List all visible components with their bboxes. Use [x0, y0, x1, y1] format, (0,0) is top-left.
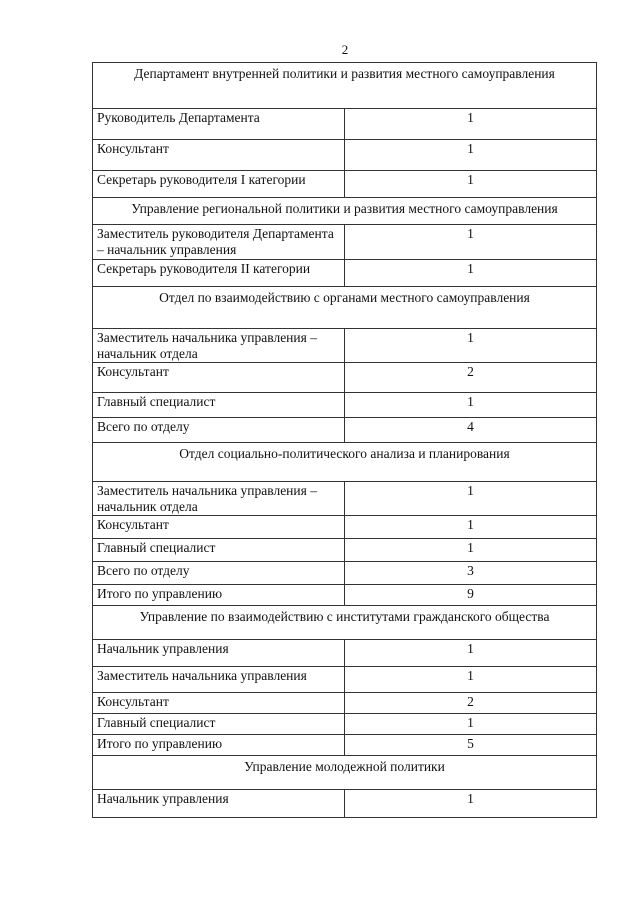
section-header-row	[93, 198, 597, 225]
staffing-table	[92, 62, 597, 818]
count-cell: 1	[345, 539, 597, 562]
table-row	[93, 790, 597, 818]
count-cell: 1	[345, 790, 597, 818]
count-cell: 1	[345, 667, 597, 693]
count-cell: 9	[345, 585, 597, 606]
count-cell: 1	[345, 260, 597, 287]
count-cell: 1	[345, 393, 597, 418]
table-row	[93, 109, 597, 140]
position-cell: Главный специалист	[93, 539, 345, 562]
table-row	[93, 693, 597, 714]
count-cell: 3	[345, 562, 597, 585]
count-cell: 2	[345, 693, 597, 714]
count-cell: 2	[345, 363, 597, 393]
section-title: Управление молодежной политики	[93, 756, 597, 790]
table-row	[93, 329, 597, 363]
position-cell: Руководитель Департамента	[93, 109, 345, 140]
table-row	[93, 539, 597, 562]
table-row	[93, 562, 597, 585]
count-cell: 1	[345, 714, 597, 735]
table-row	[93, 171, 597, 198]
table-row	[93, 140, 597, 171]
section-title: Отдел социально-политического анализа и планирования	[93, 443, 597, 482]
position-cell: Заместитель начальника управления – начальник отдела	[93, 482, 345, 516]
position-cell: Заместитель руководителя Департамента – начальник управления	[93, 225, 345, 260]
table-row	[93, 260, 597, 287]
position-cell: Итого по управлению	[93, 735, 345, 756]
position-cell: Консультант	[93, 516, 345, 539]
section-title: Управление региональной политики и развития местного самоуправления	[93, 198, 597, 225]
position-cell: Главный специалист	[93, 393, 345, 418]
staffing-table-body	[93, 63, 597, 818]
table-row	[93, 363, 597, 393]
count-cell: 1	[345, 640, 597, 667]
count-cell: 1	[345, 171, 597, 198]
section-title: Департамент внутренней политики и развития местного самоуправления	[93, 63, 597, 109]
table-row	[93, 225, 597, 260]
table-row	[93, 714, 597, 735]
section-header-row	[93, 443, 597, 482]
count-cell: 5	[345, 735, 597, 756]
position-cell: Консультант	[93, 363, 345, 393]
section-header-row	[93, 63, 597, 109]
position-cell: Начальник управления	[93, 790, 345, 818]
position-cell: Итого по управлению	[93, 585, 345, 606]
table-row	[93, 418, 597, 443]
table-row	[93, 482, 597, 516]
count-cell: 1	[345, 482, 597, 516]
table-row	[93, 516, 597, 539]
section-header-row	[93, 606, 597, 640]
count-cell: 4	[345, 418, 597, 443]
position-cell: Консультант	[93, 693, 345, 714]
position-cell: Секретарь руководителя I категории	[93, 171, 345, 198]
count-cell: 1	[345, 109, 597, 140]
position-cell: Заместитель начальника управления	[93, 667, 345, 693]
position-cell: Секретарь руководителя II категории	[93, 260, 345, 287]
section-header-row	[93, 756, 597, 790]
section-title: Управление по взаимодействию с институтами гражданского общества	[93, 606, 597, 640]
section-title: Отдел по взаимодействию с органами местного самоуправления	[93, 287, 597, 329]
table-row	[93, 393, 597, 418]
count-cell: 1	[345, 516, 597, 539]
table-row	[93, 735, 597, 756]
table-row	[93, 667, 597, 693]
table-row	[93, 585, 597, 606]
position-cell: Консультант	[93, 140, 345, 171]
position-cell: Заместитель начальника управления – начальник отдела	[93, 329, 345, 363]
count-cell: 1	[345, 225, 597, 260]
table-row	[93, 640, 597, 667]
position-cell: Всего по отделу	[93, 562, 345, 585]
position-cell: Главный специалист	[93, 714, 345, 735]
count-cell: 1	[345, 140, 597, 171]
section-header-row	[93, 287, 597, 329]
position-cell: Всего по отделу	[93, 418, 345, 443]
page-number: 2	[341, 42, 349, 57]
count-cell: 1	[345, 329, 597, 363]
position-cell: Начальник управления	[93, 640, 345, 667]
